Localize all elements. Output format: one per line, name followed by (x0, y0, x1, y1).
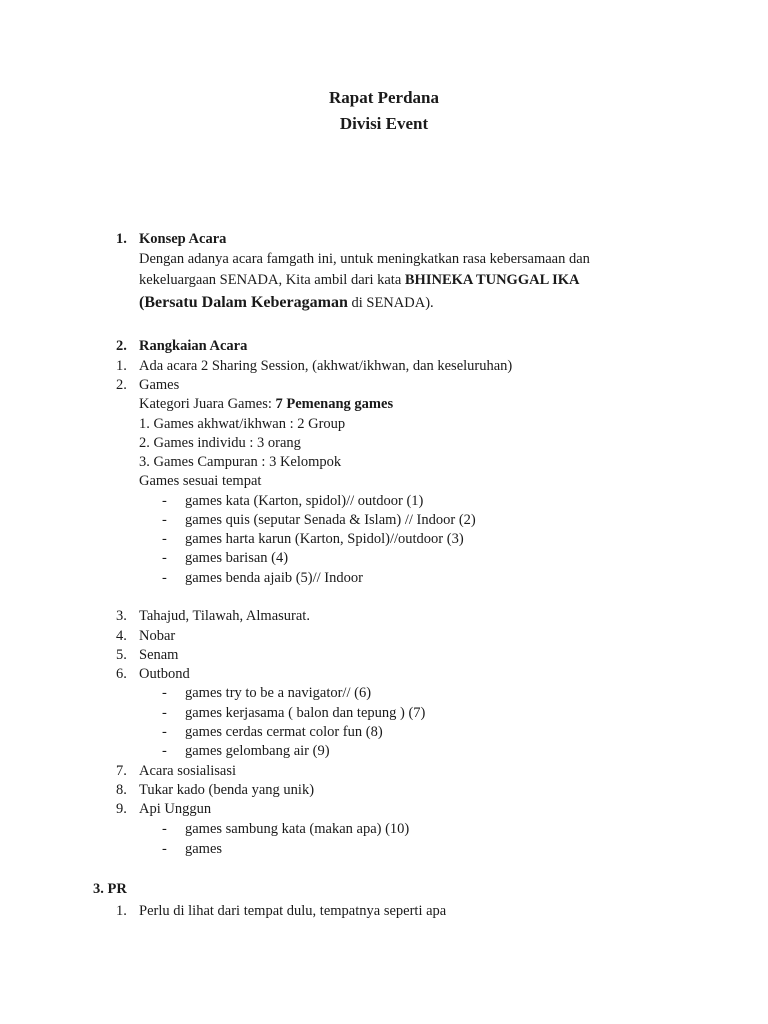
bullet-dash: - (162, 841, 167, 857)
bullet-dash: - (162, 705, 167, 721)
bullet-dash: - (162, 724, 167, 740)
bullet-dash: - (162, 512, 167, 528)
list-number: 1. (116, 358, 127, 374)
list-number: 7. (116, 763, 127, 779)
sub-item: 1. Games akhwat/ikhwan : 2 Group (139, 416, 346, 432)
list-number: 8. (116, 782, 127, 798)
list-item: Senam (139, 647, 179, 663)
list-number: 4. (116, 628, 127, 644)
list-item: Games (139, 377, 180, 393)
list-item: Api Unggun (139, 801, 212, 817)
bullet-dash: - (162, 685, 167, 701)
bullet-item: games try to be a navigator// (6) (185, 685, 372, 701)
kategori-line (139, 395, 393, 414)
bullet-dash: - (162, 821, 167, 837)
list-item: Outbond (139, 666, 190, 682)
bullet-dash: - (162, 531, 167, 547)
list-item: Acara sosialisasi (139, 763, 237, 779)
list-item: Nobar (139, 628, 176, 644)
paragraph-emphasis: BHINEKA TUNGGAL IKA (404, 272, 580, 288)
section1-paragraph-line1: Dengan adanya acara famgath ini, untuk meningkatkan rasa kebersamaan dan (139, 251, 590, 267)
kategori-label: Kategori Juara Games: (139, 396, 276, 412)
sub-item: 2. Games individu : 3 orang (139, 435, 301, 451)
list-item: Perlu di lihat dari tempat dulu, tempatnya seperti apa (139, 903, 447, 919)
bullet-dash: - (162, 550, 167, 566)
bullet-dash: - (162, 743, 167, 759)
list-number: 3. (116, 608, 127, 624)
paragraph-emphasis: (Bersatu Dalam Keberagaman (139, 294, 348, 311)
bullet-item: games (185, 841, 223, 857)
section1-paragraph-line3 (139, 293, 434, 313)
list-number: 9. (116, 801, 127, 817)
bullet-dash: - (162, 570, 167, 586)
list-number: 1. (116, 903, 127, 919)
list-item: Tukar kado (benda yang unik) (139, 782, 315, 798)
list-item: Ada acara 2 Sharing Session, (akhwat/ikhwan, dan keseluruhan) (139, 358, 513, 374)
list-number: 6. (116, 666, 127, 682)
bullet-dash: - (162, 493, 167, 509)
section2-heading: Rangkaian Acara (139, 338, 248, 354)
section3-heading: 3. PR (93, 881, 127, 897)
sub-item: 3. Games Campuran : 3 Kelompok (139, 454, 342, 470)
doc-subtitle: Divisi Event (339, 114, 429, 133)
paragraph-text: di SENADA). (347, 295, 434, 311)
section1-number: 1. (116, 231, 127, 247)
bullet-item: games benda ajaib (5)// Indoor (185, 570, 363, 586)
paragraph-text: kekeluargaan SENADA, Kita ambil dari kata (139, 272, 405, 288)
list-number: 2. (116, 377, 127, 393)
section2-number: 2. (116, 338, 127, 354)
bullet-item: games harta karun (Karton, Spidol)//outdoor (3) (185, 531, 464, 547)
bullet-item: games gelombang air (9) (185, 743, 330, 759)
bullet-item: games kata (Karton, spidol)// outdoor (1) (185, 493, 424, 509)
bullet-item: games barisan (4) (185, 550, 289, 566)
kategori-value: 7 Pemenang games (275, 396, 394, 412)
bullet-item: games cerdas cermat color fun (8) (185, 724, 383, 740)
list-number: 5. (116, 647, 127, 663)
doc-title: Rapat Perdana (328, 88, 440, 107)
section1-heading: Konsep Acara (139, 231, 227, 247)
sub-heading: Games sesuai tempat (139, 473, 262, 489)
bullet-item: games quis (seputar Senada & Islam) // Indoor (2) (185, 512, 476, 528)
list-item: Tahajud, Tilawah, Almasurat. (139, 608, 310, 624)
section1-paragraph-line2 (139, 271, 579, 290)
bullet-item: games kerjasama ( balon dan tepung ) (7) (185, 705, 426, 721)
bullet-item: games sambung kata (makan apa) (10) (185, 821, 410, 837)
